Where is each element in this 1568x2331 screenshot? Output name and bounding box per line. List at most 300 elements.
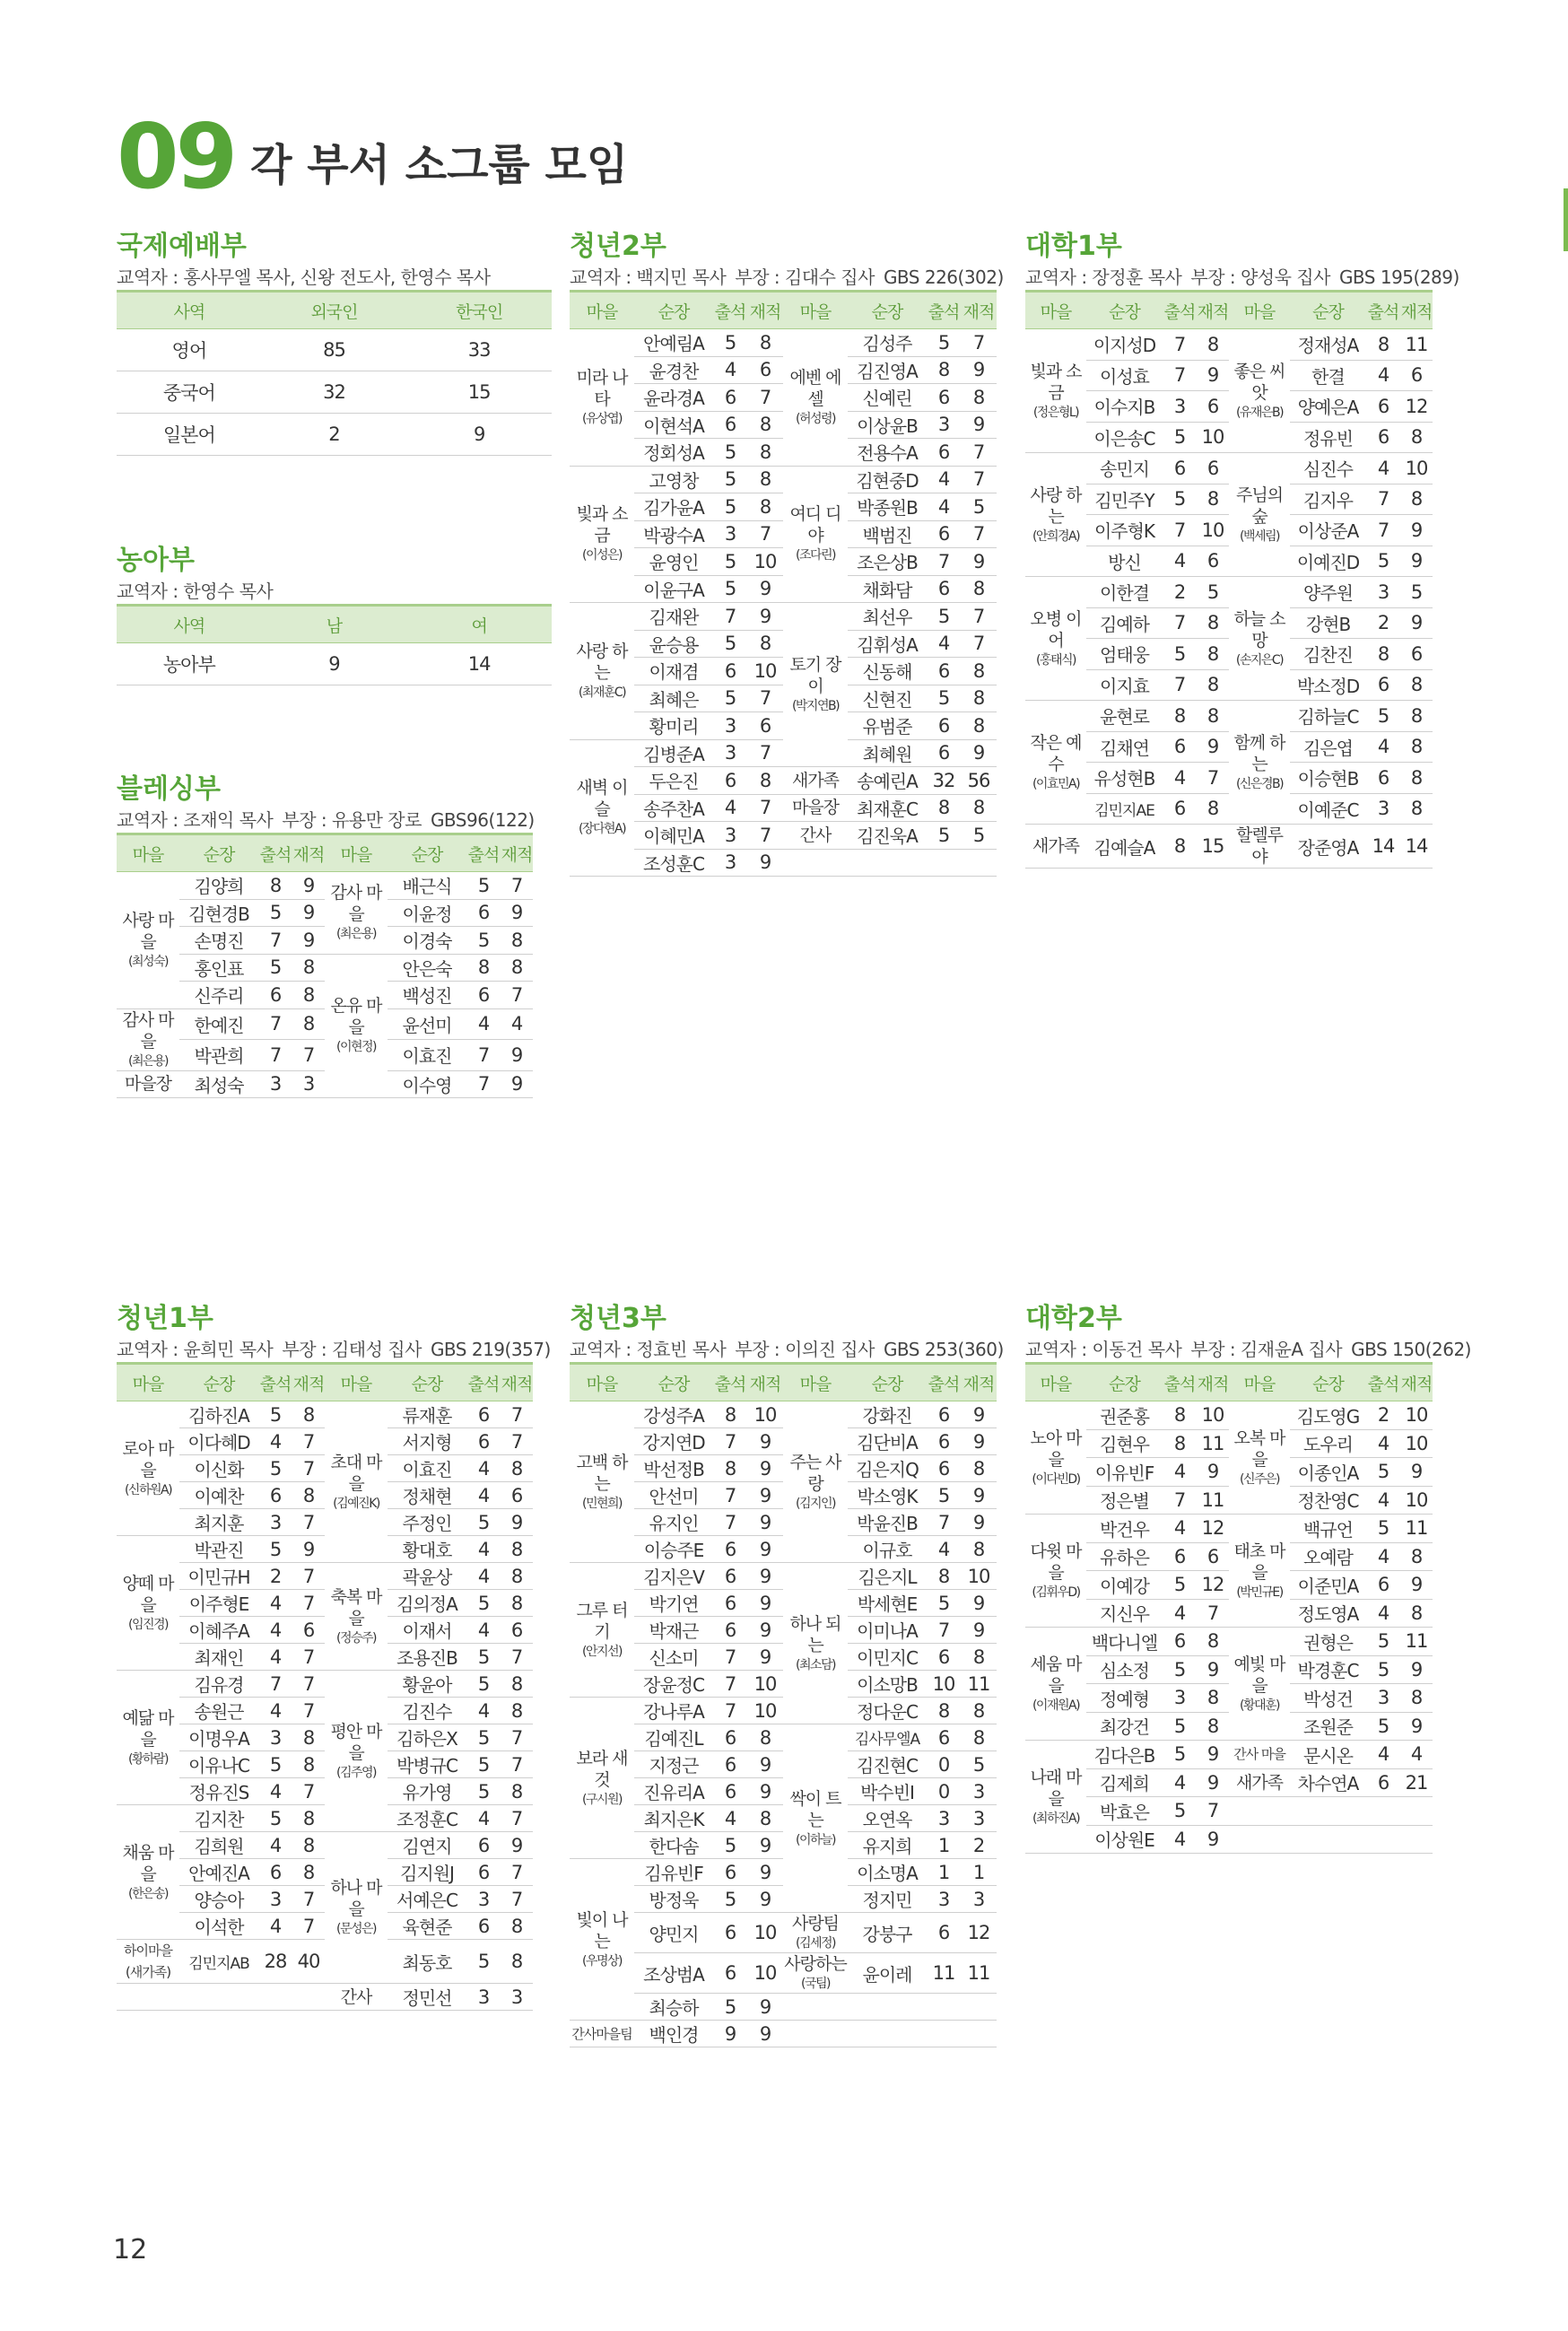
village-name: 마을장 [791, 798, 840, 818]
village-leader: (이성은) [582, 548, 622, 563]
leader-name: 최지훈 [179, 1509, 258, 1536]
table-cell: 9 [406, 414, 552, 456]
leader-name: 강현B [1290, 607, 1366, 639]
leader-name: 배근식 [388, 872, 466, 900]
table-header-row [117, 1364, 533, 1401]
leader-name: 최동호 [388, 1940, 466, 1984]
column-header: 재적 [292, 1364, 325, 1401]
leader-name: 이재겸 [634, 658, 713, 685]
enrolled-count: 7 [501, 1401, 533, 1428]
leader-name: 김성주 [848, 329, 927, 357]
leader-name: 박경훈C [1290, 1655, 1366, 1684]
village-name: 주는 사랑 [789, 1452, 841, 1494]
enrolled-count: 6 [501, 1482, 533, 1509]
enrolled-count: 8 [747, 439, 783, 467]
enrolled-count: 8 [961, 685, 997, 712]
enrolled-count: 8 [747, 767, 783, 795]
attendance-count: 6 [927, 384, 961, 412]
table-header-row [570, 1364, 997, 1401]
attendance-count: 4 [258, 1590, 292, 1617]
enrolled-count: 8 [501, 1698, 533, 1724]
column-header: 재적 [747, 292, 783, 329]
enrolled-count: 7 [292, 1563, 325, 1590]
leader-name: 최재인 [179, 1644, 258, 1671]
enrolled-count: 4 [501, 1008, 533, 1040]
attendance-count: 5 [1163, 639, 1197, 670]
table-header-row [1025, 292, 1433, 329]
attendance-count: 7 [713, 1509, 747, 1536]
village-leader: (손지은C) [1235, 652, 1284, 668]
attendance-count: 6 [927, 712, 961, 740]
leader-name: 백인경 [634, 2021, 713, 2047]
column-header: 순장 [1290, 1364, 1366, 1401]
attendance-count: 4 [1163, 1768, 1197, 1797]
leader-name: 윤이레 [848, 1953, 927, 1994]
enrolled-count: 7 [501, 1644, 533, 1671]
village-cell [1229, 1741, 1290, 1769]
leader-name: 김은지Q [848, 1455, 927, 1482]
attendance-count: 6 [1163, 1628, 1197, 1656]
attendance-count: 5 [258, 1751, 292, 1778]
empty-cell [927, 1994, 961, 2021]
leader-name: 안은숙 [388, 954, 466, 982]
village-name: 주님의 숲 [1235, 485, 1284, 527]
section-meta [1025, 1337, 1471, 1362]
leader-name: 박수빈I [848, 1778, 927, 1805]
attendance-count: 6 [927, 739, 961, 767]
leader-name: 강성주A [634, 1401, 713, 1428]
column-header: 재적 [1197, 292, 1229, 329]
leader-name: 백규언 [1290, 1515, 1366, 1543]
table-row [117, 872, 533, 900]
table-row [1025, 1515, 1433, 1543]
leader-name: 차수연A [1290, 1768, 1366, 1797]
village-name: 새가족 [1032, 836, 1080, 856]
enrolled-count: 6 [501, 1617, 533, 1644]
column-header: 한국인 [406, 292, 552, 329]
column-header: 출석 [466, 834, 501, 872]
column-header: 순장 [1086, 1364, 1163, 1401]
leader-name: 이상원E [1086, 1825, 1163, 1854]
table-row [1025, 577, 1433, 608]
attendance-count: 6 [258, 1482, 292, 1509]
attendance-count: 8 [927, 794, 961, 822]
attendance-count: 3 [713, 849, 747, 877]
leader-name: 이석한 [179, 1913, 258, 1940]
attendance-count: 7 [1163, 329, 1197, 361]
section-youth2 [570, 229, 1014, 877]
enrolled-count: 10 [1400, 1486, 1433, 1515]
leader-name: 이윤구A [634, 575, 713, 603]
leader-name: 이한결 [1086, 577, 1163, 608]
leader-name: 양주원 [1290, 577, 1366, 608]
attendance-count: 8 [927, 356, 961, 384]
village-leader: (신은경B) [1235, 776, 1284, 791]
attendance-count: 6 [713, 1536, 747, 1563]
table-row [1025, 1797, 1433, 1826]
enrolled-count: 12 [961, 1913, 997, 1953]
attendance-count: 6 [713, 1590, 747, 1617]
village-cell [117, 1536, 179, 1671]
column-header: 재적 [747, 1364, 783, 1401]
section-meta: 교역자 : 홍사무엘 목사, 신왕 전도사, 한영수 목사 [117, 266, 491, 288]
leader-name: 조은상B [848, 548, 927, 576]
attendance-count: 6 [466, 982, 501, 1009]
leader-name: 이신화 [179, 1455, 258, 1482]
empty-cell [1229, 1825, 1290, 1854]
enrolled-count: 8 [1400, 484, 1433, 515]
leader-name: 지정근 [634, 1751, 713, 1778]
attendance-count: 8 [1366, 639, 1400, 670]
leader-name: 정채현 [388, 1482, 466, 1509]
enrolled-count: 8 [292, 1859, 325, 1886]
table-row [570, 767, 997, 795]
attendance-count: 4 [1163, 1515, 1197, 1543]
attendance-count: 5 [466, 872, 501, 900]
enrolled-count: 6 [1400, 639, 1433, 670]
section-title: 블레싱부 [117, 773, 221, 805]
enrolled-count: 6 [1197, 546, 1229, 577]
leader-name: 황미리 [634, 712, 713, 740]
page-heading: 각 부서 소그룹 모임 [250, 140, 629, 190]
section-number: 09 [117, 104, 235, 209]
attendance-count: 4 [713, 794, 747, 822]
enrolled-count: 9 [747, 1563, 783, 1590]
village-cell [1025, 825, 1086, 869]
enrolled-count: 8 [501, 1536, 533, 1563]
empty-cell [258, 1984, 292, 2011]
village-leader: (박민규E) [1236, 1585, 1283, 1600]
table-cell: 영어 [117, 329, 262, 371]
gbs-label: GBS 253(360) [883, 1339, 1004, 1360]
enrolled-count: 8 [1400, 1542, 1433, 1571]
attendance-count: 4 [713, 356, 747, 384]
head-label: 부장 : 양성욱 집사 [1190, 266, 1330, 288]
village-name: 빛과 소금 [1030, 361, 1082, 403]
column-header: 사역 [117, 606, 262, 643]
village-cell [570, 1859, 634, 2021]
village-name: 초대 마을 [330, 1452, 382, 1494]
village-leader: (홍태식) [1036, 652, 1076, 668]
enrolled-count: 8 [961, 1644, 997, 1671]
leader-name: 김지은V [634, 1563, 713, 1590]
table-row [117, 1832, 533, 1859]
table-row [570, 849, 997, 877]
village-name: 사랑하는 [784, 1954, 847, 1974]
leader-name: 강화진 [848, 1401, 927, 1428]
leader-name: 박기연 [634, 1590, 713, 1617]
enrolled-count: 12 [1197, 1571, 1229, 1600]
enrolled-count: 10 [1400, 1429, 1433, 1458]
enrolled-count: 21 [1400, 1768, 1433, 1797]
leader-name: 박광수A [634, 520, 713, 548]
section-title: 농아부 [117, 545, 195, 576]
enrolled-count: 8 [1197, 329, 1229, 361]
leader-name: 이예찬 [179, 1482, 258, 1509]
enrolled-count: 9 [1197, 1768, 1229, 1797]
village-cell [783, 1953, 848, 1994]
column-header: 출석 [258, 1364, 292, 1401]
village-leader: (최소담) [796, 1657, 835, 1672]
enrolled-count: 7 [292, 1455, 325, 1482]
leader-name: 이승현B [1290, 763, 1366, 794]
leader-name: 홍인표 [179, 954, 258, 982]
village-leader: (정은형L) [1032, 405, 1079, 420]
leader-name: 오연옥 [848, 1805, 927, 1832]
village-leader: (김세정) [796, 1936, 835, 1951]
column-header: 마을 [1229, 292, 1290, 329]
column-header: 출석 [927, 1364, 961, 1401]
empty-cell [1229, 1797, 1290, 1826]
column-header: 순장 [634, 292, 713, 329]
enrolled-count: 9 [747, 2021, 783, 2047]
section-meta [570, 1337, 1014, 1362]
attendance-count: 5 [258, 1536, 292, 1563]
leader-name: 오예람 [1290, 1542, 1366, 1571]
column-header: 재적 [961, 1364, 997, 1401]
leader-name: 최강건 [1086, 1712, 1163, 1741]
village-leader: (김휘우D) [1032, 1585, 1080, 1600]
enrolled-count: 9 [501, 1509, 533, 1536]
leader-name: 안예진A [179, 1859, 258, 1886]
enrolled-count: 7 [292, 1886, 325, 1913]
attendance-count: 5 [713, 439, 747, 467]
empty-cell [961, 849, 997, 877]
leader-name: 김유경 [179, 1671, 258, 1698]
village-cell [570, 603, 634, 740]
village-name: 고백 하는 [576, 1452, 628, 1494]
leader-name: 유하은 [1086, 1542, 1163, 1571]
attendance-count: 6 [1366, 669, 1400, 701]
attendance-count: 6 [1163, 793, 1197, 825]
leader-name: 윤현로 [1086, 701, 1163, 732]
enrolled-count: 7 [501, 872, 533, 900]
enrolled-count: 56 [961, 767, 997, 795]
table-row [570, 1994, 997, 2021]
enrolled-count: 7 [747, 739, 783, 767]
leader-name: 김민지AB [179, 1940, 258, 1984]
village-cell [1229, 1401, 1290, 1515]
enrolled-count: 2 [961, 1832, 997, 1859]
leader-name: 최선우 [848, 603, 927, 631]
leader-name: 정찬영C [1290, 1486, 1366, 1515]
leader-name: 최성숙 [179, 1070, 258, 1098]
section-international [117, 229, 552, 456]
attendance-count: 7 [1163, 515, 1197, 546]
table-row [117, 1671, 533, 1698]
village-name: 나래 마을 [1030, 1767, 1082, 1809]
attendance-count: 6 [466, 1428, 501, 1455]
attendance-count: 5 [927, 603, 961, 631]
table-row [1025, 1628, 1433, 1656]
enrolled-count: 8 [1197, 1628, 1229, 1656]
gbs-label: GBS 150(262) [1351, 1339, 1471, 1360]
village-cell [325, 1832, 388, 1984]
leader-name: 김진욱A [848, 822, 927, 850]
village-cell [325, 1563, 388, 1671]
village-name: 온유 마을 [330, 996, 382, 1038]
village-cell [117, 872, 179, 1009]
enrolled-count: 7 [501, 1886, 533, 1913]
group-table [117, 833, 533, 1098]
village-name: 하이마을 (새가족) [124, 1942, 172, 1980]
leader-name: 김단비A [848, 1428, 927, 1455]
leader-name: 김지찬 [179, 1805, 258, 1832]
attendance-count: 5 [258, 954, 292, 982]
leader-name: 이미나A [848, 1617, 927, 1644]
section-title: 청년1부 [117, 1303, 213, 1334]
leader-name: 윤선미 [388, 1008, 466, 1040]
column-header: 마을 [1025, 1364, 1086, 1401]
leader-name: 주정인 [388, 1509, 466, 1536]
attendance-count: 6 [466, 1913, 501, 1940]
enrolled-count: 9 [292, 927, 325, 955]
village-leader: (유상엽) [582, 411, 622, 426]
attendance-count: 5 [1163, 422, 1197, 453]
enrolled-count: 8 [1400, 701, 1433, 732]
village-name: 로아 마을 [122, 1438, 174, 1480]
village-name: 예닮 마을 [122, 1707, 174, 1750]
column-header: 재적 [1197, 1364, 1229, 1401]
enrolled-count: 7 [292, 1778, 325, 1805]
enrolled-count: 7 [1197, 763, 1229, 794]
leader-name: 김의정A [388, 1590, 466, 1617]
leader-name: 김연지 [388, 1832, 466, 1859]
enrolled-count: 8 [1400, 669, 1433, 701]
enrolled-count: 8 [1197, 1684, 1229, 1713]
group-table [117, 1362, 533, 2011]
attendance-count: 5 [713, 630, 747, 658]
attendance-count: 3 [927, 411, 961, 439]
enrolled-count: 8 [961, 1724, 997, 1751]
pastor-label: 교역자 : 장정훈 목사 [1025, 266, 1182, 288]
enrolled-count: 8 [292, 1401, 325, 1428]
enrolled-count: 10 [1197, 422, 1229, 453]
attendance-count: 7 [258, 1671, 292, 1698]
village-cell [1229, 453, 1290, 577]
column-header: 마을 [1025, 292, 1086, 329]
village-leader: (이효민A) [1032, 776, 1080, 791]
enrolled-count: 9 [747, 1509, 783, 1536]
village-leader: (민현희) [582, 1496, 622, 1511]
enrolled-count: 8 [1400, 793, 1433, 825]
leader-name: 이유나C [179, 1751, 258, 1778]
table-row [570, 1401, 997, 1428]
attendance-count: 3 [1163, 1684, 1197, 1713]
attendance-count: 5 [258, 1805, 292, 1832]
village-leader: (김지인) [796, 1496, 835, 1511]
attendance-count: 7 [1163, 360, 1197, 391]
enrolled-count: 9 [747, 1536, 783, 1563]
attendance-count: 5 [258, 1401, 292, 1428]
group-table [570, 290, 997, 877]
attendance-count: 5 [1366, 1628, 1400, 1656]
enrolled-count: 9 [1400, 546, 1433, 577]
enrolled-count: 8 [747, 329, 783, 357]
attendance-count: 5 [466, 1724, 501, 1751]
section-youth3 [570, 1301, 1014, 2047]
leader-name: 김유빈F [634, 1859, 713, 1886]
leader-name: 서지형 [388, 1428, 466, 1455]
section-title: 대학1부 [1025, 231, 1122, 262]
table-row [1025, 1768, 1433, 1797]
enrolled-count: 7 [961, 329, 997, 357]
attendance-count: 8 [258, 872, 292, 900]
column-header: 순장 [1290, 292, 1366, 329]
column-header: 출석 [1163, 292, 1197, 329]
enrolled-count: 1 [961, 1859, 997, 1886]
table-row [570, 1913, 997, 1953]
enrolled-count: 3 [961, 1778, 997, 1805]
leader-name: 김현경B [179, 899, 258, 927]
leader-name: 조성훈C [634, 849, 713, 877]
table-row [570, 2021, 997, 2047]
empty-cell [848, 1994, 927, 2021]
enrolled-count: 9 [747, 1644, 783, 1671]
leader-name: 양승아 [179, 1886, 258, 1913]
enrolled-count: 8 [501, 1778, 533, 1805]
attendance-count: 8 [1163, 1401, 1197, 1430]
leader-name: 유지희 [848, 1832, 927, 1859]
enrolled-count: 14 [1400, 825, 1433, 869]
attendance-count: 8 [1163, 701, 1197, 732]
leader-name: 최재훈C [848, 794, 927, 822]
leader-name: 이다혜D [179, 1428, 258, 1455]
section-blessing [117, 772, 552, 1098]
table-header-row [570, 292, 997, 329]
empty-cell [783, 849, 848, 877]
village-cell [783, 767, 848, 795]
leader-name: 이소명A [848, 1859, 927, 1886]
attendance-count: 3 [713, 739, 747, 767]
attendance-count: 4 [258, 1617, 292, 1644]
village-cell [783, 1913, 848, 1953]
enrolled-count: 8 [292, 1832, 325, 1859]
attendance-count: 6 [466, 899, 501, 927]
attendance-count: 6 [466, 1859, 501, 1886]
attendance-count: 5 [1163, 1712, 1197, 1741]
leader-name: 송원근 [179, 1698, 258, 1724]
attendance-count: 6 [713, 658, 747, 685]
attendance-count: 7 [258, 1040, 292, 1071]
leader-name: 박효은 [1086, 1797, 1163, 1826]
leader-name: 김진영A [848, 356, 927, 384]
attendance-count: 2 [1366, 1401, 1400, 1430]
column-header: 출석 [927, 292, 961, 329]
column-header: 여 [406, 606, 552, 643]
enrolled-count: 9 [747, 1994, 783, 2021]
leader-name: 최혜은 [634, 685, 713, 712]
leader-name: 이상윤B [848, 411, 927, 439]
enrolled-count: 6 [292, 1617, 325, 1644]
table-header-row [117, 606, 552, 643]
section-title: 청년3부 [570, 1303, 666, 1334]
empty-cell [783, 2021, 848, 2047]
leader-name: 김현우 [1086, 1429, 1163, 1458]
leader-name: 김사무엘A [848, 1724, 927, 1751]
attendance-count: 5 [1163, 1797, 1197, 1826]
pastor-label: 교역자 : 조재익 목사 [117, 809, 274, 831]
column-header: 순장 [179, 834, 258, 872]
village-name: 감사 마을 [330, 883, 382, 925]
group-table [570, 1362, 997, 2047]
attendance-count: 3 [1366, 577, 1400, 608]
attendance-count: 5 [713, 1886, 747, 1913]
column-header: 재적 [501, 834, 533, 872]
village-name: 다윗 마을 [1030, 1541, 1082, 1583]
leader-name: 채화담 [848, 575, 927, 603]
table-cell: 일본어 [117, 414, 262, 456]
